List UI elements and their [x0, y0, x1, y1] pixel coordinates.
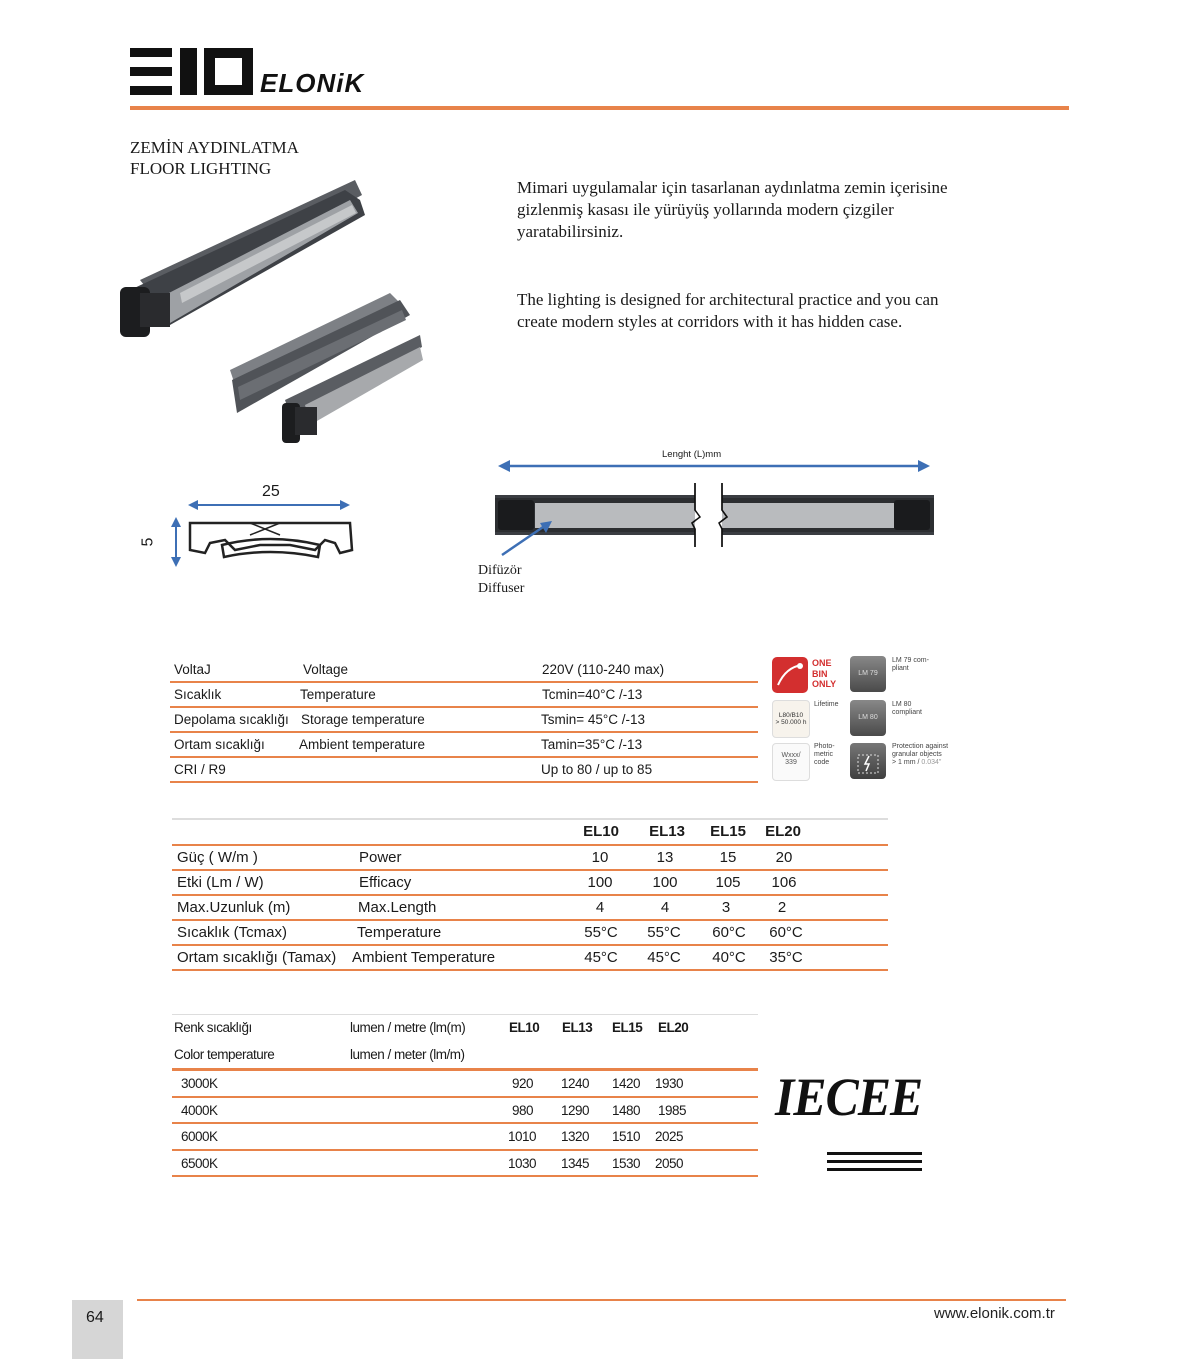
table-header-row — [172, 1015, 758, 1042]
photometric-text: Photo- metric code — [814, 743, 835, 766]
table-header-row — [172, 820, 888, 846]
length-drawing — [490, 455, 950, 565]
height-dimension-label: 5 — [139, 537, 157, 547]
spec-value: Tcmin=40°C /-13 — [542, 687, 643, 702]
description-tr: Mimari uygulamalar için tasarlanan aydınlatma zemin içerisine gizlenmiş kasası ile yürüyüş yollarında modern çizgiler yaratabilirsiniz. — [517, 178, 948, 241]
page-number: 64 — [86, 1309, 104, 1326]
table-row — [170, 708, 758, 733]
length-label: Lenght (L)mm — [662, 449, 722, 460]
column-header: EL20 — [765, 823, 801, 840]
badge-grid — [770, 655, 950, 783]
cell: 100 — [587, 874, 613, 891]
lumen-table — [172, 1014, 758, 1177]
footer-rule — [137, 1299, 1066, 1301]
models-table — [172, 818, 888, 971]
spec-value: 220V (110-240 max) — [542, 662, 665, 677]
table-row — [172, 871, 888, 896]
column-header: EL13 — [562, 1020, 593, 1035]
photometric-icon-line: Wxxx/ — [781, 752, 801, 759]
product-illustration — [110, 175, 440, 445]
cross-section-drawing — [160, 495, 360, 575]
one-bin-only-text — [812, 658, 836, 690]
cell: 1290 — [561, 1102, 590, 1118]
cell: 3 — [721, 899, 731, 916]
row-label-tr: Sıcaklık (Tcmax) — [177, 924, 288, 941]
cell: 55°C — [584, 924, 618, 941]
row-label-tr: Güç ( W/m ) — [177, 849, 258, 866]
column-header: EL20 — [658, 1020, 689, 1035]
cell: 1530 — [612, 1155, 641, 1171]
spec-label-en: Voltage — [303, 662, 349, 677]
diffuser-label-tr: Difüzör — [478, 563, 522, 578]
lm80-text: LM 80 compliant — [892, 701, 922, 716]
cell: 980 — [512, 1102, 534, 1118]
table-row — [172, 1098, 758, 1125]
diffuser-label-en: Diffuser — [478, 581, 525, 596]
table-row — [170, 683, 758, 708]
cct-cell: 6000K — [181, 1129, 218, 1144]
spec-label-tr: Ortam sıcaklığı — [174, 737, 265, 752]
website-link[interactable]: www.elonik.com.tr — [934, 1305, 1055, 1322]
iecee-logo: IECEE — [775, 1067, 923, 1127]
table-row — [172, 921, 888, 946]
table-row — [172, 1151, 758, 1178]
cell: 4 — [595, 899, 605, 916]
column-header: EL15 — [710, 823, 746, 840]
column-header: EL13 — [649, 823, 685, 840]
column-header: EL10 — [583, 823, 619, 840]
cell: 1030 — [508, 1155, 537, 1171]
photometric-badge — [772, 743, 810, 781]
iecee-lines — [827, 1150, 922, 1174]
brand-logo — [130, 46, 370, 98]
cell: 45°C — [584, 949, 618, 966]
table-row — [172, 946, 888, 971]
table-row — [170, 758, 758, 783]
spec-label-tr: CRI / R9 — [174, 762, 226, 777]
spec-label-en: Storage temperature — [301, 712, 425, 727]
table-row — [170, 733, 758, 758]
row-label-en: Power — [359, 849, 402, 866]
row-label-tr: Max.Uzunluk (m) — [177, 899, 291, 916]
cell: 2025 — [655, 1129, 684, 1144]
protection-text-line: > 1 mm / — [892, 759, 920, 766]
row-label-en: Temperature — [357, 924, 442, 941]
lm79-text: LM 79 com- pliant — [892, 657, 929, 672]
cell: 1985 — [658, 1102, 687, 1118]
cct-cell: 4000K — [181, 1102, 218, 1118]
one-bin-only-badge — [772, 657, 808, 693]
protection-badge — [850, 743, 886, 779]
cell: 45°C — [647, 949, 681, 966]
page-title-en: FLOOR LIGHTING — [130, 159, 272, 178]
cct-cell: 6500K — [181, 1155, 218, 1171]
table-row — [172, 1124, 758, 1151]
table-row — [170, 658, 758, 683]
cell: 1420 — [612, 1076, 641, 1091]
width-dimension-label: 25 — [262, 483, 280, 500]
cct-cell: 3000K — [181, 1076, 218, 1091]
cell: 1240 — [561, 1076, 590, 1091]
header-lumen-tr: lumen / metre (lm(m) — [350, 1020, 466, 1035]
row-label-tr: Etki (Lm / W) — [177, 874, 264, 891]
cell: 2050 — [655, 1155, 684, 1171]
photometric-icon-line: 339 — [785, 759, 797, 766]
one-bin-word: ONLY — [812, 679, 837, 689]
logo-mark — [130, 46, 260, 98]
spec-label-tr: Sıcaklık — [174, 687, 222, 702]
cell: 60°C — [769, 924, 803, 941]
spec-label-en: Ambient temperature — [299, 737, 426, 752]
spec-value: Tamin=35°C /-13 — [541, 737, 643, 752]
lm80-icon-text: LM 80 — [858, 714, 878, 721]
table-row — [172, 896, 888, 921]
cell: 20 — [775, 849, 793, 866]
one-bin-word: ONE — [812, 658, 832, 668]
lm80-badge — [850, 700, 886, 736]
row-label-en: Ambient Temperature — [352, 949, 496, 966]
one-bin-word: BIN — [812, 668, 828, 679]
curve-icon — [772, 657, 808, 693]
lm79-badge — [850, 656, 886, 692]
cell: 920 — [512, 1076, 534, 1091]
header-lumen-en: lumen / meter (lm/m) — [350, 1047, 465, 1062]
description-en: The lighting is designed for architectural practice and you can create modern styles at corridors with it has hidden case. — [517, 290, 939, 331]
lifetime-text: Lifetime — [814, 701, 839, 708]
cell: 1510 — [612, 1129, 641, 1144]
table-row — [172, 1071, 758, 1098]
protection-text-line: 0.034" — [921, 759, 942, 766]
cell: 1930 — [655, 1076, 684, 1091]
cell: 1320 — [561, 1129, 590, 1144]
spec-label-en: Temperature — [300, 687, 376, 702]
row-label-en: Max.Length — [358, 899, 437, 916]
logo-text: ELONiK — [260, 68, 365, 98]
column-header: EL15 — [612, 1020, 643, 1035]
column-header: EL10 — [509, 1020, 540, 1035]
header-cct-en: Color temperature — [174, 1047, 275, 1062]
lifetime-badge — [772, 700, 810, 738]
lifetime-icon-line: L80/B10 — [778, 712, 804, 719]
cell: 60°C — [712, 924, 746, 941]
spec-label-tr: Depolama sıcaklığı — [174, 712, 289, 727]
cell: 55°C — [647, 924, 681, 941]
spec-value: Up to 80 / up to 85 — [541, 762, 653, 777]
cell: 105 — [715, 874, 741, 891]
page-title-tr: ZEMİN AYDINLATMA — [130, 138, 299, 157]
cell: 15 — [719, 849, 737, 866]
protection-text-line: Protection against granular objects — [892, 743, 949, 758]
cell: 2 — [777, 899, 787, 916]
cell: 100 — [652, 874, 678, 891]
cell: 1480 — [612, 1102, 641, 1118]
cell: 35°C — [769, 949, 803, 966]
cell: 1010 — [508, 1129, 537, 1144]
lm79-icon-text: LM 79 — [858, 670, 878, 677]
table-header-row — [172, 1042, 758, 1071]
table-row — [172, 846, 888, 871]
spec-label-tr: VoltaJ — [174, 662, 211, 677]
spec-table — [170, 658, 758, 783]
lifetime-icon-line: > 50.000 h — [775, 719, 807, 726]
cell: 10 — [591, 849, 609, 866]
cell: 4 — [660, 899, 670, 916]
header-rule — [130, 106, 1069, 110]
lightning-icon — [850, 743, 886, 779]
protection-text — [892, 743, 950, 767]
cell: 1345 — [561, 1155, 590, 1171]
row-label-en: Efficacy — [359, 874, 412, 891]
row-label-tr: Ortam sıcaklığı (Tamax) — [177, 949, 337, 966]
spec-value: Tsmin= 45°C /-13 — [541, 712, 646, 727]
cell: 106 — [771, 874, 797, 891]
header-cct-tr: Renk sıcaklığı — [174, 1020, 252, 1035]
cell: 13 — [656, 849, 674, 866]
page-number-box — [72, 1300, 123, 1359]
cell: 40°C — [712, 949, 746, 966]
